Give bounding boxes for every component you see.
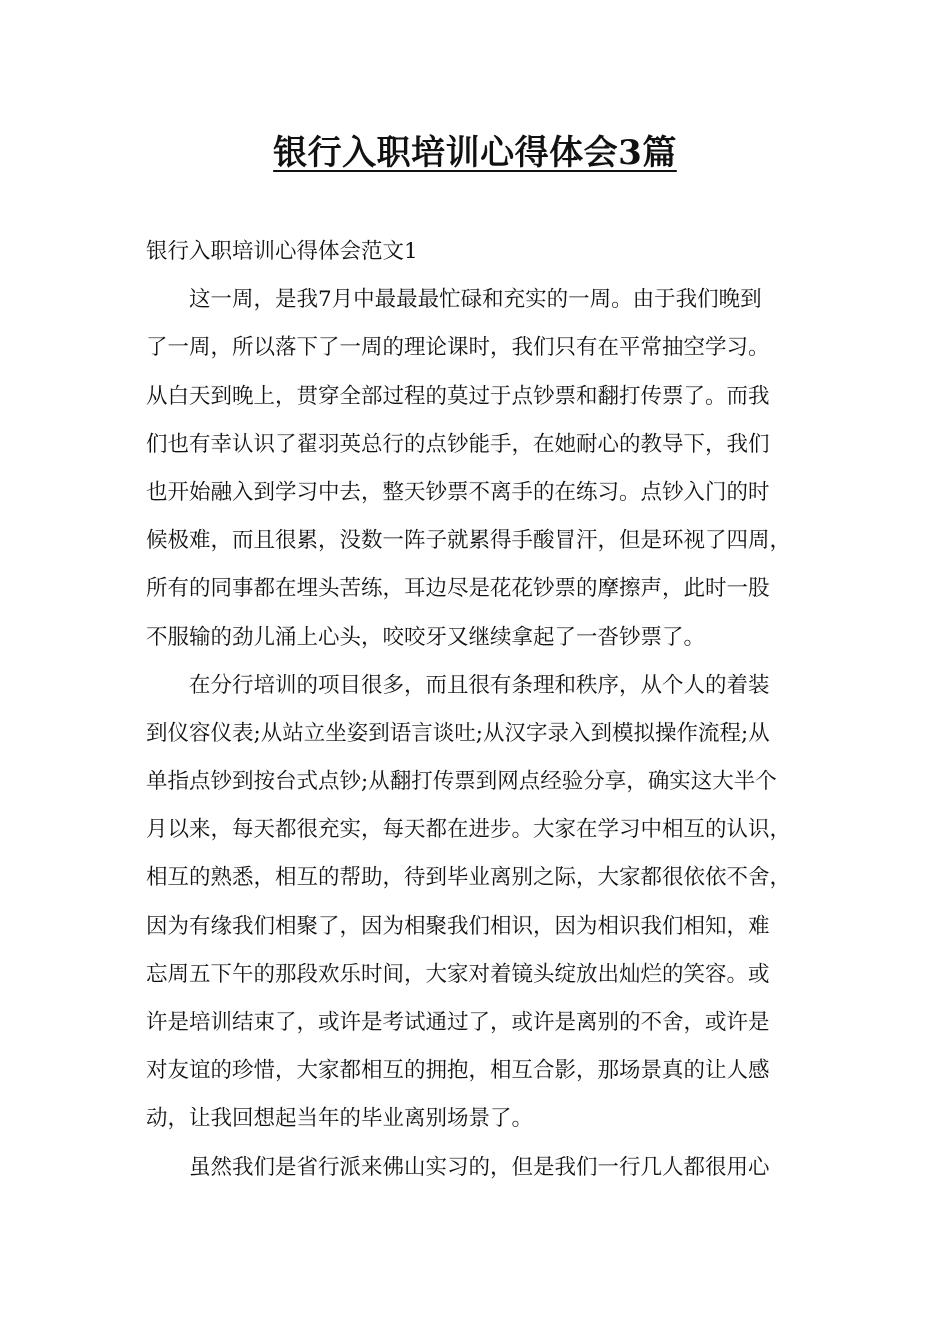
paragraph bbox=[146, 1144, 811, 1192]
paragraph-line: 了一周，所以落下了一周的理论课时，我们只有在平常抽空学习。 bbox=[146, 335, 770, 361]
paragraph-line: 在分行培训的项目很多，而且很有条理和秩序，从个人的着装 bbox=[189, 672, 770, 698]
paragraph-line: 忘周五下午的那段欢乐时间，大家对着镜头绽放出灿烂的笑容。或 bbox=[146, 961, 770, 987]
document-body bbox=[146, 228, 811, 1192]
paragraph bbox=[146, 276, 811, 662]
paragraph-line: 许是培训结束了，或许是考试通过了，或许是离别的不舍，或许是 bbox=[146, 1010, 770, 1035]
paragraph-line: 相互的熟悉，相互的帮助，待到毕业离别之际，大家都很依依不舍， bbox=[146, 865, 792, 891]
paragraph-line: 动，让我回想起当年的毕业离别场景了。 bbox=[146, 1106, 534, 1132]
paragraph-line: 月以来，每天都很充实，每天都在进步。大家在学习中相互的认识， bbox=[146, 817, 792, 843]
paragraph-line: 到仪容仪表;从站立坐姿到语言谈吐;从汉字录入到模拟操作流程;从 bbox=[146, 720, 770, 746]
paragraph-line: 候极难，而且很累，没数一阵子就累得手酸冒汗，但是环视了四周， bbox=[146, 528, 792, 554]
paragraph-line: 单指点钞到按台式点钞;从翻打传票到网点经验分享，确实这大半个 bbox=[146, 769, 777, 795]
paragraph-line: 不服输的劲儿涌上心头，咬咬牙又继续拿起了一沓钞票了。 bbox=[146, 624, 706, 650]
paragraph-line: 们也有幸认识了翟羽英总行的点钞能手，在她耐心的教导下，我们 bbox=[146, 431, 770, 457]
paragraph-line: 虽然我们是省行派来佛山实习的，但是我们一行几人都很用心 bbox=[189, 1154, 770, 1180]
paragraph-line: 从白天到晚上，贯穿全部过程的莫过于点钞票和翻打传票了。而我 bbox=[146, 383, 770, 409]
paragraph-line: 这一周，是我7月中最最最忙碌和充实的一周。由于我们晚到 bbox=[189, 287, 762, 313]
document-title: 银行入职培训心得体会3篇 bbox=[273, 133, 677, 173]
paragraph-line: 因为有缘我们相聚了，因为相聚我们相识，因为相识我们相知，难 bbox=[146, 913, 770, 939]
paragraph-line: 所有的同事都在埋头苦练，耳边尽是花花钞票的摩擦声，此时一股 bbox=[146, 576, 770, 602]
section-subtitle: 银行入职培训心得体会范文1 bbox=[146, 239, 418, 264]
paragraph bbox=[146, 662, 811, 1144]
paragraph-line: 对友谊的珍惜，大家都相互的拥抱，相互合影，那场景真的让人感 bbox=[146, 1058, 770, 1084]
paragraph-line: 也开始融入到学习中去，整天钞票不离手的在练习。点钞入门的时 bbox=[146, 479, 770, 505]
